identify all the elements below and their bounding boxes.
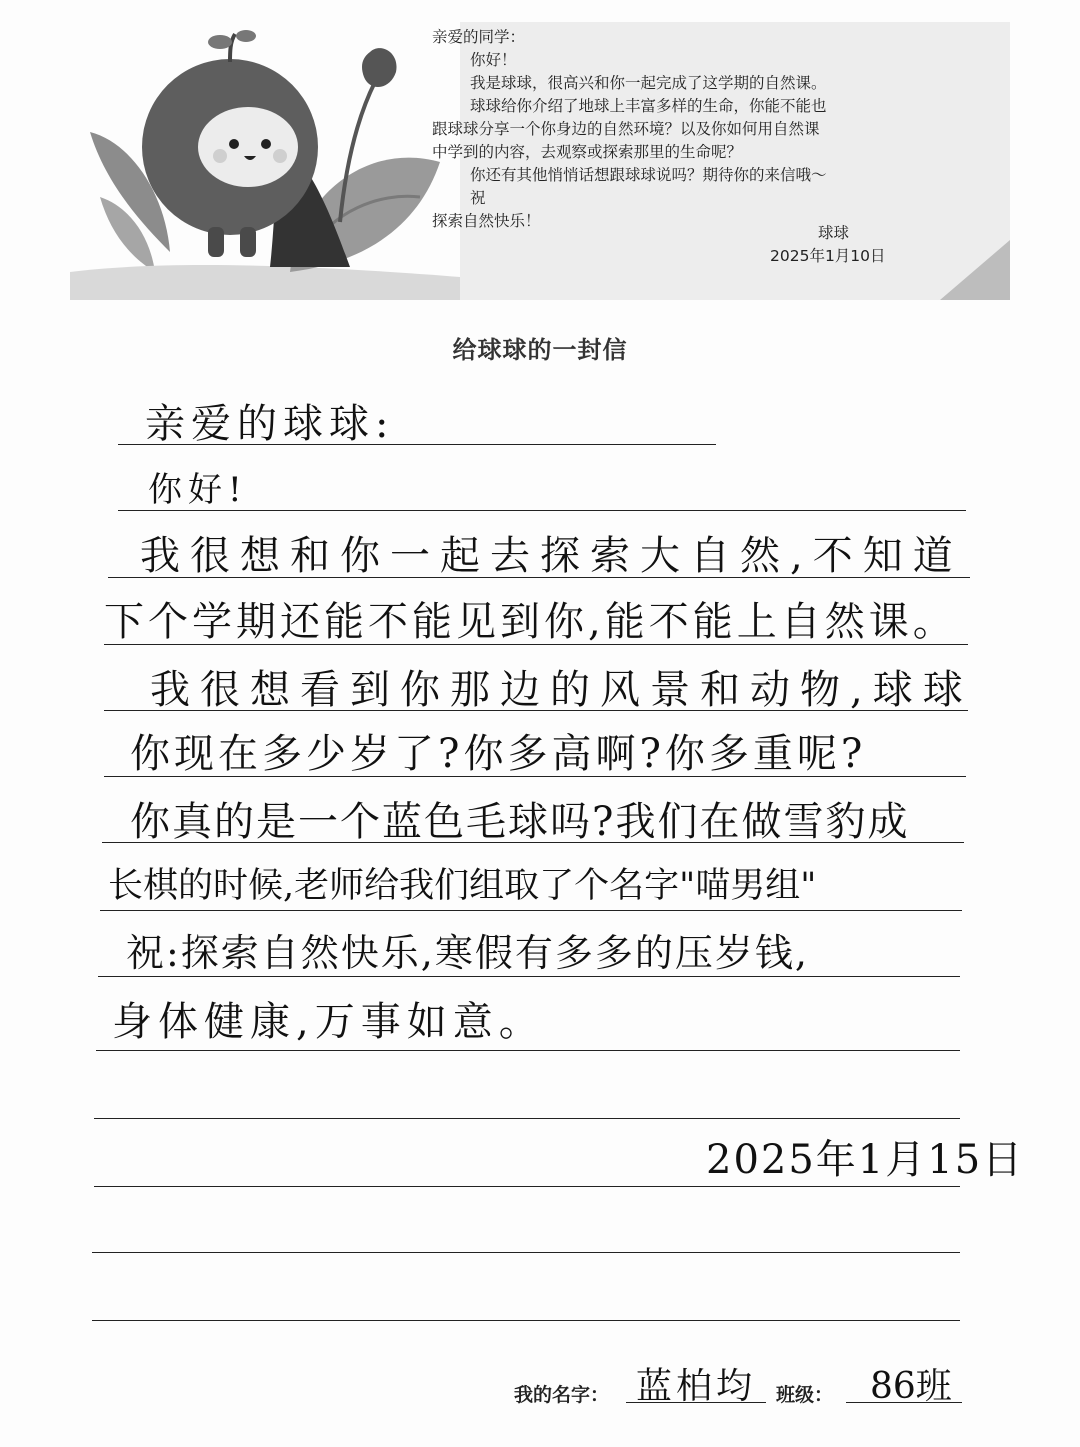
notice-line: 中学到的内容，去观察或探索那里的生命呢？ [432, 143, 743, 161]
letter-line: 你现在多少岁了?你多高啊?你多重呢? [130, 731, 867, 777]
notice-signature: 球球 [818, 224, 850, 242]
letter-date: 2025年1月15日 [706, 1137, 1025, 1183]
ruled-line [94, 1186, 960, 1187]
name-label: 我的名字： [514, 1384, 610, 1406]
class-value: 86班 [870, 1366, 952, 1407]
letter-line: 你真的是一个蓝色毛球吗?我们在做雪豹成 [130, 799, 910, 845]
ruled-line [96, 1050, 960, 1051]
letter-line: 我很想和你一起去探索大自然,不知道 [140, 533, 963, 579]
notice-line: 我是球球，很高兴和你一起完成了这学期的自然课。 [470, 74, 827, 92]
ruled-line [100, 910, 962, 911]
notice-line: 球球给你介绍了地球上丰富多样的生命，你能不能也 [470, 97, 827, 115]
class-underline [846, 1402, 962, 1403]
notice-signature-block [770, 222, 886, 268]
notice-date: 2025年1月10日 [770, 247, 886, 265]
letter-greeting: 你好! [148, 470, 248, 510]
letter-line: 我很想看到你那边的风景和动物,球球 [150, 667, 973, 713]
notice-line: 跟球球分享一个你身边的自然环境？以及你如何用自然课 [432, 120, 820, 138]
letter-line: 长棋的时候,老师给我们组取了个名字"喵男组" [108, 866, 817, 906]
notice-line: 你还有其他悄悄话想跟球球说吗？期待你的来信哦～ [470, 166, 827, 184]
ruled-line [92, 1320, 960, 1321]
ruled-line [94, 1118, 960, 1119]
name-value: 蓝柏均 [636, 1366, 757, 1407]
letter-salutation: 亲爱的球球: [145, 401, 395, 447]
notice-line: 探索自然快乐！ [432, 212, 541, 230]
letter-closing: 身体健康,万事如意。 [112, 999, 545, 1045]
name-underline [626, 1402, 766, 1403]
mascot-illustration [70, 22, 470, 300]
ruled-line [92, 1252, 960, 1253]
letter-title: 给球球的一封信 [452, 336, 628, 364]
notice-text [432, 26, 932, 233]
letter-closing: 祝:探索自然快乐,寒假有多多的压岁钱, [126, 931, 809, 975]
letter-line: 下个学期还能不能见到你,能不能上自然课。 [104, 599, 957, 645]
notice-line: 你好！ [470, 51, 517, 69]
notice-line: 亲爱的同学： [432, 28, 526, 46]
class-label: 班级： [776, 1384, 834, 1406]
notice-line: 祝 [470, 189, 486, 207]
